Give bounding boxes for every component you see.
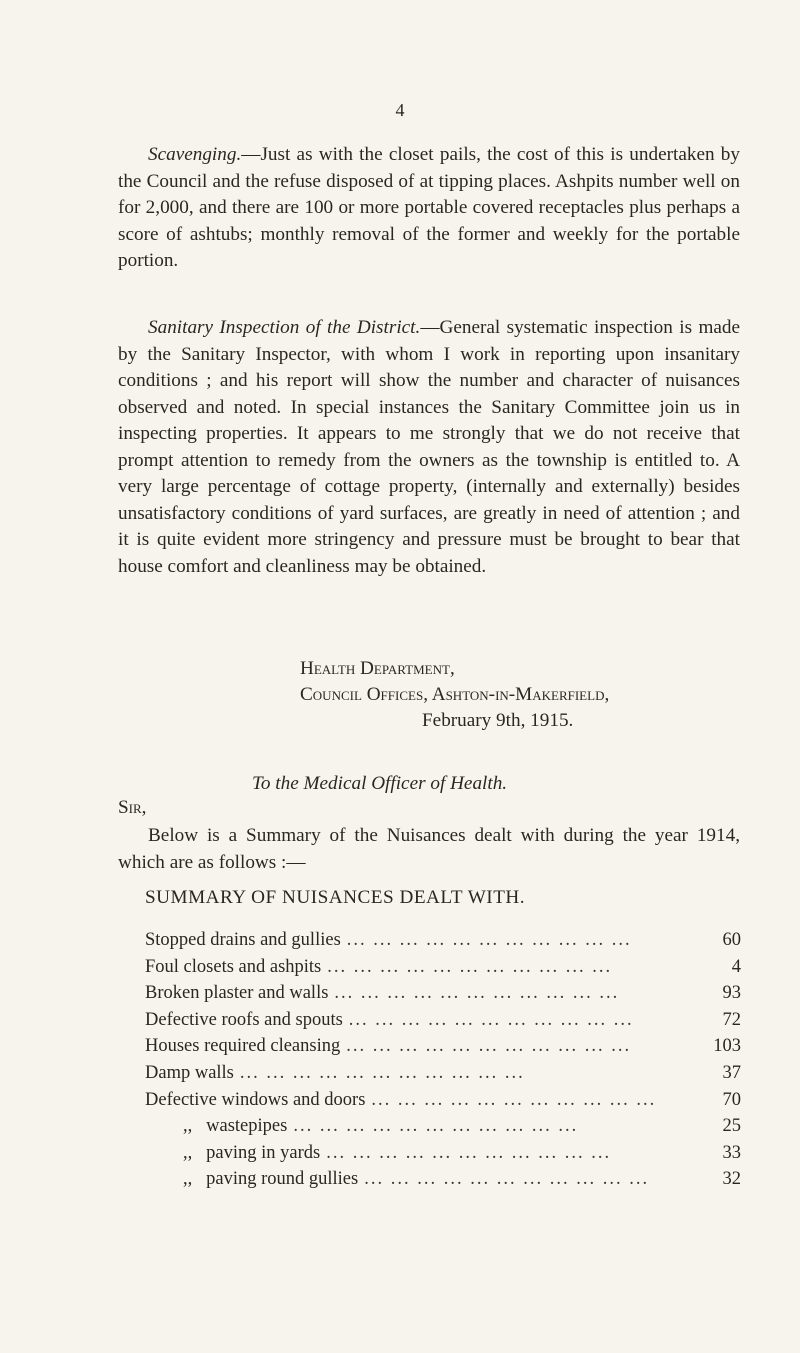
summary-item <box>145 1113 741 1140</box>
letter-intro-text: Below is a Summary of the Nuisances dealt with during the year 1914, which are as follows :— <box>118 825 740 873</box>
summary-item-leader: ... ... ... ... ... ... ... ... ... ... ... <box>364 1169 650 1190</box>
summary-item-leader: ... ... ... ... ... ... ... ... ... ... ... <box>334 983 620 1004</box>
summary-item-label: ,, wastepipes <box>183 1116 288 1137</box>
summary-item-label: Foul closets and ashpits <box>145 956 322 977</box>
summary-item-value: 25 <box>722 1116 741 1137</box>
summary-item-value: 72 <box>722 1009 741 1030</box>
summary-item-label: ,, paving in yards <box>183 1142 321 1163</box>
summary-item-value: 32 <box>722 1169 741 1190</box>
summary-item-label: Defective windows and doors <box>145 1089 366 1110</box>
summary-item-leader: ... ... ... ... ... ... ... ... ... ... ... <box>346 930 632 950</box>
summary-item <box>145 1166 741 1193</box>
summary-item-value: 70 <box>722 1089 741 1110</box>
summary-heading: SUMMARY OF NUISANCES DEALT WITH. <box>145 887 526 908</box>
summary-item-value: 33 <box>722 1142 741 1163</box>
letter-from-address: Council Offices, Ashton-in-Makerfield, <box>300 684 610 705</box>
summary-item-label: Damp walls <box>145 1062 234 1083</box>
summary-item-value: 37 <box>722 1062 741 1083</box>
sanitary-inspection-heading: Sanitary Inspection of the District. <box>148 317 421 338</box>
summary-item-value: 93 <box>722 983 741 1004</box>
summary-item <box>145 1007 741 1034</box>
letter-intro <box>118 823 740 876</box>
summary-item-label: ,, paving round gullies <box>183 1169 359 1190</box>
page-number: 4 <box>395 100 405 120</box>
summary-item-label: Houses required cleansing <box>145 1036 341 1057</box>
summary-item <box>145 1087 741 1114</box>
summary-item-leader: ... ... ... ... ... ... ... ... ... ... ... <box>346 1036 632 1057</box>
sanitary-inspection-text: —General systematic inspection is made by the Sanitary Inspector, with whom I work in reporting upon insanitary conditions ; and his report will show the number and character of nuisances observed and noted. In special instances the Sanitary Committee join us in inspecting properties. It appears to me strongly that we do not receive that prompt attention to remedy from the owners as the township is entitled to. A very large percentage of cottage property, (internally and externally) besides unsatisfactory conditions of yard surfaces, are greatly in need of attention ; and it is quite evident more stringency and pressure must be brought to bear that house comfort and cleanliness may be obtained. <box>118 317 740 577</box>
scavenging-text: —Just as with the closet pails, the cost of this is undertaken by the Council and the refuse disposed of at tipping places. Ashpits number well on for 2,000, and there are 100 or more portable covered receptacles plus perhaps a score of ashtubs; monthly removal of the former and weekly for the portable portion. <box>118 144 740 271</box>
summary-item <box>145 1033 741 1060</box>
summary-item-leader: ... ... ... ... ... ... ... ... ... ... ... <box>326 1142 612 1163</box>
letter-salutation: Sir, <box>118 797 147 818</box>
sanitary-inspection-paragraph <box>118 315 740 580</box>
summary-item-leader: ... ... ... ... ... ... ... ... ... ... ... <box>293 1116 579 1137</box>
summary-item-value: 4 <box>731 956 741 977</box>
summary-item-label: Stopped drains and gullies <box>145 930 341 950</box>
summary-item-label: Broken plaster and walls <box>145 983 329 1004</box>
scavenging-paragraph <box>118 142 740 275</box>
summary-item-label: Defective roofs and spouts <box>145 1009 343 1030</box>
letter-date: February 9th, 1915. <box>422 710 574 731</box>
scavenging-heading: Scavenging. <box>148 144 242 165</box>
summary-item <box>145 954 741 981</box>
summary-item-leader: ... ... ... ... ... ... ... ... ... ... ... <box>327 956 613 977</box>
summary-item-value: 60 <box>722 930 741 950</box>
letter-from-department: Health Department, <box>300 658 455 679</box>
summary-item <box>145 980 741 1007</box>
summary-item <box>145 1140 741 1167</box>
summary-item-value: 103 <box>713 1036 741 1057</box>
summary-item-leader: ... ... ... ... ... ... ... ... ... ... ... <box>239 1062 525 1083</box>
summary-item <box>145 1060 741 1087</box>
letter-addressee: To the Medical Officer of Health. <box>252 773 508 794</box>
summary-item <box>145 927 741 954</box>
summary-list <box>145 927 741 1193</box>
summary-item-leader: ... ... ... ... ... ... ... ... ... ... ... <box>348 1009 634 1030</box>
summary-item-leader: ... ... ... ... ... ... ... ... ... ... ... <box>371 1089 657 1110</box>
